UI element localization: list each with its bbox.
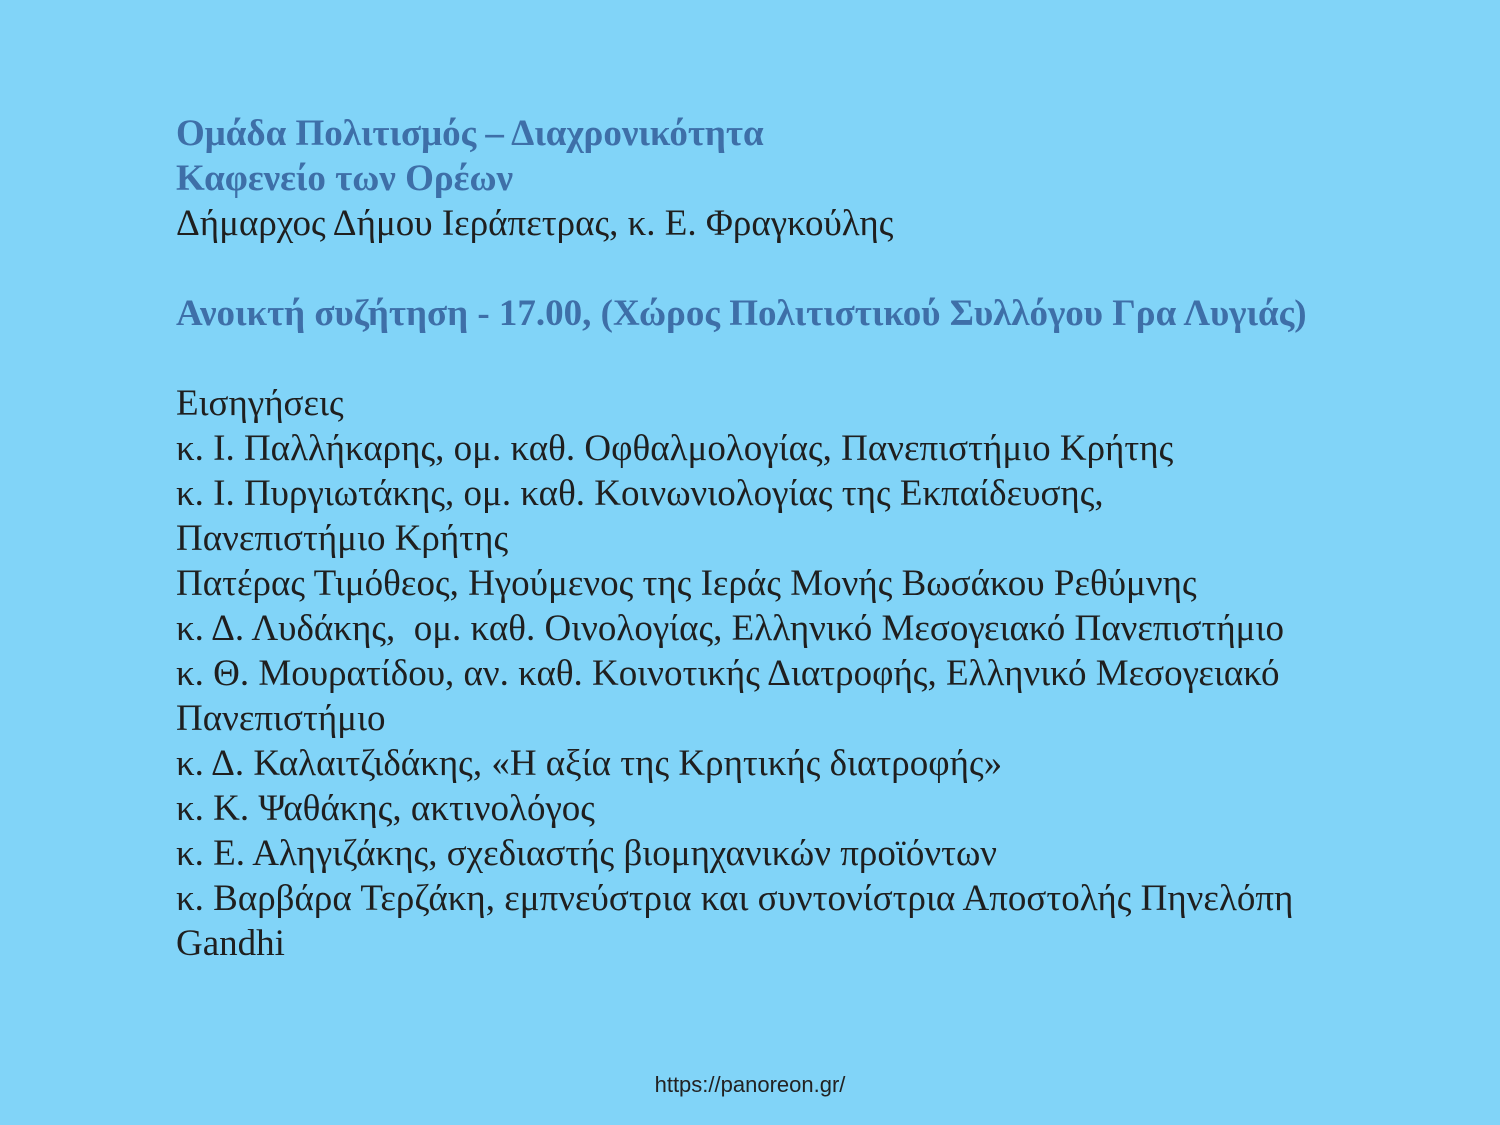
presenter-line: κ. Βαρβάρα Τερζάκη, εμπνεύστρια και συντονίστρια Αποστολής Πηνελόπη	[176, 878, 1294, 919]
program-content	[176, 111, 1466, 966]
presenter-line: Πατέρας Τιμόθεος, Ηγούμενος της Ιεράς Μονής Βωσάκου Ρεθύμνης	[176, 563, 1197, 604]
venue-heading: Καφενείο των Ορέων	[176, 158, 514, 199]
group-heading: Ομάδα Πολιτισμός – Διαχρονικότητα	[176, 113, 764, 154]
presenter-line: κ. Δ. Καλαιτζιδάκης, «Η αξία της Κρητικής διατροφής»	[176, 743, 1003, 784]
spacer	[176, 336, 1466, 381]
presenter-line: κ. Ι. Πυργιωτάκης, ομ. καθ. Κοινωνιολογίας της Εκπαίδευσης,	[176, 473, 1104, 514]
spacer	[176, 246, 1466, 291]
presenter-line: κ. Θ. Μουρατίδου, αν. καθ. Κοινοτικής Διατροφής, Ελληνικό Μεσογειακό	[176, 653, 1280, 694]
presenter-line: Gandhi	[176, 923, 285, 964]
presenter-line: κ. Ε. Αληγιζάκης, σχεδιαστής βιομηχανικών προϊόντων	[176, 833, 998, 874]
footer-url: https://panoreon.gr/	[654, 1072, 846, 1097]
presenter-line: κ. Ι. Παλλήκαρης, ομ. καθ. Οφθαλμολογίας, Πανεπιστήμιο Κρήτης	[176, 428, 1174, 469]
presenter-line: Πανεπιστήμιο	[176, 698, 386, 739]
presenter-line: Πανεπιστήμιο Κρήτης	[176, 518, 509, 559]
discussion-heading: Ανοικτή συζήτηση - 17.00, (Χώρος Πολιτιστικού Συλλόγου Γρα Λυγιάς)	[176, 293, 1307, 334]
presenter-line: κ. Δ. Λυδάκης, ομ. καθ. Οινολογίας, Ελληνικό Μεσογειακό Πανεπιστήμιο	[176, 608, 1284, 649]
presentations-label: Εισηγήσεις	[176, 383, 344, 424]
mayor-line: Δήμαρχος Δήμου Ιεράπετρας, κ. Ε. Φραγκούλης	[176, 203, 894, 244]
presenter-line: κ. Κ. Ψαθάκης, ακτινολόγος	[176, 788, 595, 829]
